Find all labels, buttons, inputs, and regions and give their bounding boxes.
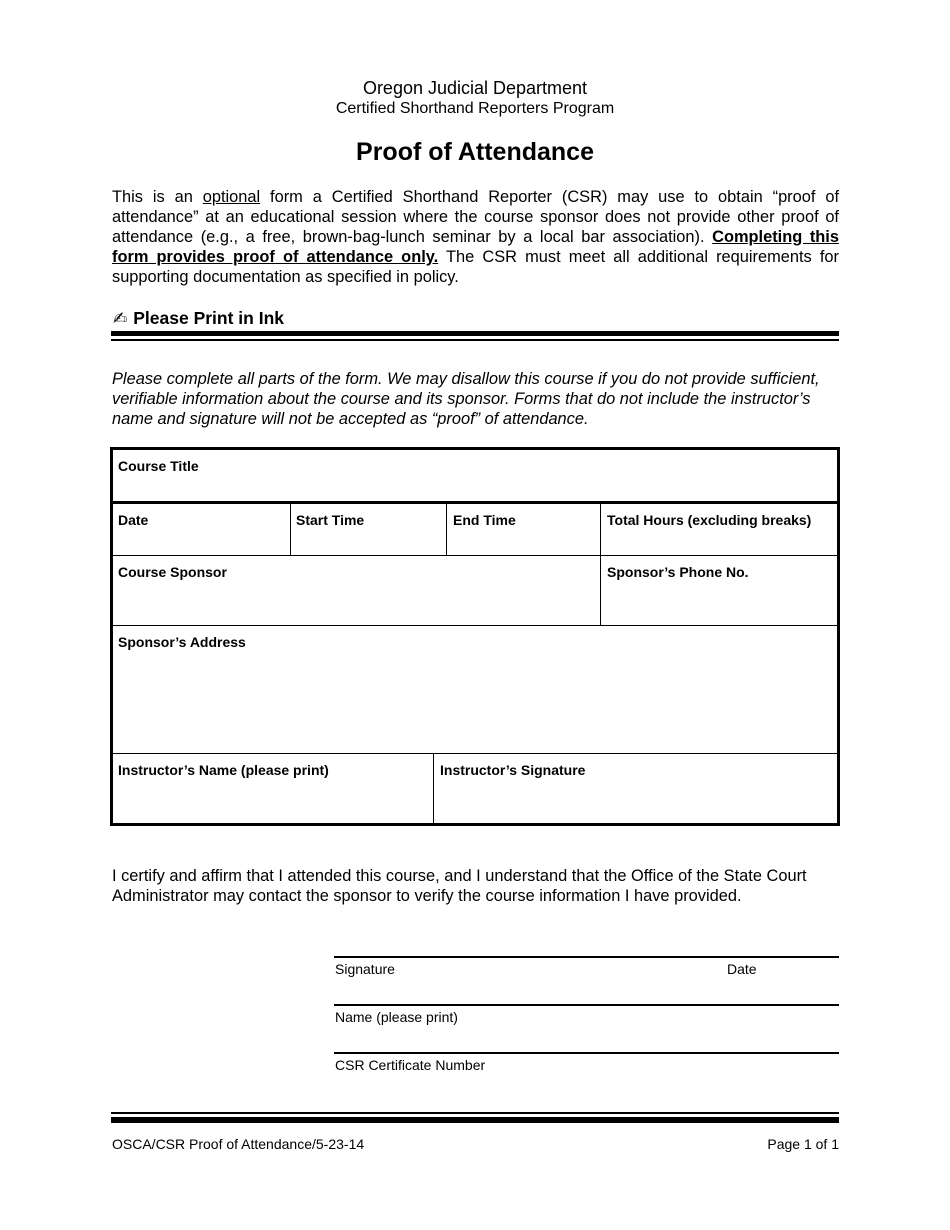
instructor-signature-label: Instructor’s Signature [440, 762, 586, 778]
page-number: Page 1 of 1 [767, 1136, 839, 1152]
heading-rule-thick [111, 331, 839, 336]
instructor-signature-field[interactable] [434, 754, 837, 823]
attendance-form [110, 447, 840, 826]
intro-text-2: form a Certified Shorthand Reporter (CSR) may use to obtain “proof of attendance” at an educational session where the course sponsor does not provide other proof of attendance (e.g., a free, brown-bag-lunch seminar by a local bar association). [112, 188, 839, 246]
organization-name: Oregon Judicial Department [362, 78, 588, 98]
course-title-field[interactable] [113, 450, 837, 501]
print-in-ink-label: Please Print in Ink [133, 308, 284, 328]
date-signed-label: Date [727, 961, 757, 977]
intro-text-3: The CSR must meet all additional requirements for supporting documentation as specified in policy. [112, 248, 839, 286]
intro-emphasis: Completing this form provides proof of attendance only. [112, 228, 839, 266]
footer-rule-thin [111, 1112, 839, 1114]
total-hours-field[interactable] [601, 504, 837, 555]
page-title: Proof of Attendance [356, 138, 594, 166]
start-time-field[interactable] [291, 504, 446, 555]
print-name-line[interactable] [334, 1004, 839, 1006]
heading-rule-thin [111, 339, 839, 341]
end-time-label: End Time [453, 512, 516, 528]
program-name: Certified Shorthand Reporters Program [335, 100, 615, 117]
sponsor-phone-label: Sponsor’s Phone No. [607, 564, 749, 580]
instructor-name-label: Instructor’s Name (please print) [118, 762, 329, 778]
print-in-ink-heading [113, 308, 284, 329]
certificate-number-line[interactable] [334, 1052, 839, 1054]
instructor-name-field[interactable] [113, 754, 433, 823]
course-title-label: Course Title [118, 458, 199, 474]
intro-paragraph [112, 187, 839, 287]
sponsor-address-label: Sponsor’s Address [118, 634, 246, 650]
certificate-number-label: CSR Certificate Number [335, 1057, 486, 1073]
total-hours-label: Total Hours (excluding breaks) [607, 512, 812, 528]
intro-text-1: This is an [112, 188, 203, 206]
certification-text: I certify and affirm that I attended this course, and I understand that the Office of the State Court Administrator may contact the sponsor to verify the course information I have provided. [112, 867, 807, 905]
sponsor-address-field[interactable] [113, 626, 837, 753]
writing-hand-icon: ✍ [113, 308, 128, 328]
print-name-label: Name (please print) [335, 1009, 458, 1025]
instructions-text: Please complete all parts of the form. We may disallow this course if you do not provide sufficient, verifiable information about the course and its sponsor. Forms that do not include the instructor’s name and signature will not be accepted as “proof” of attendance. [112, 370, 820, 428]
signature-line[interactable] [334, 956, 839, 958]
start-time-label: Start Time [296, 512, 365, 528]
course-sponsor-field[interactable] [113, 556, 600, 625]
footer-rule-thick [111, 1117, 839, 1123]
course-sponsor-label: Course Sponsor [118, 564, 227, 580]
date-label: Date [118, 512, 149, 528]
date-field[interactable] [113, 504, 290, 555]
form-identifier: OSCA/CSR Proof of Attendance/5-23-14 [112, 1136, 365, 1152]
intro-optional: optional [202, 188, 261, 206]
end-time-field[interactable] [447, 504, 600, 555]
sponsor-phone-field[interactable] [601, 556, 837, 625]
signature-label: Signature [335, 961, 395, 977]
